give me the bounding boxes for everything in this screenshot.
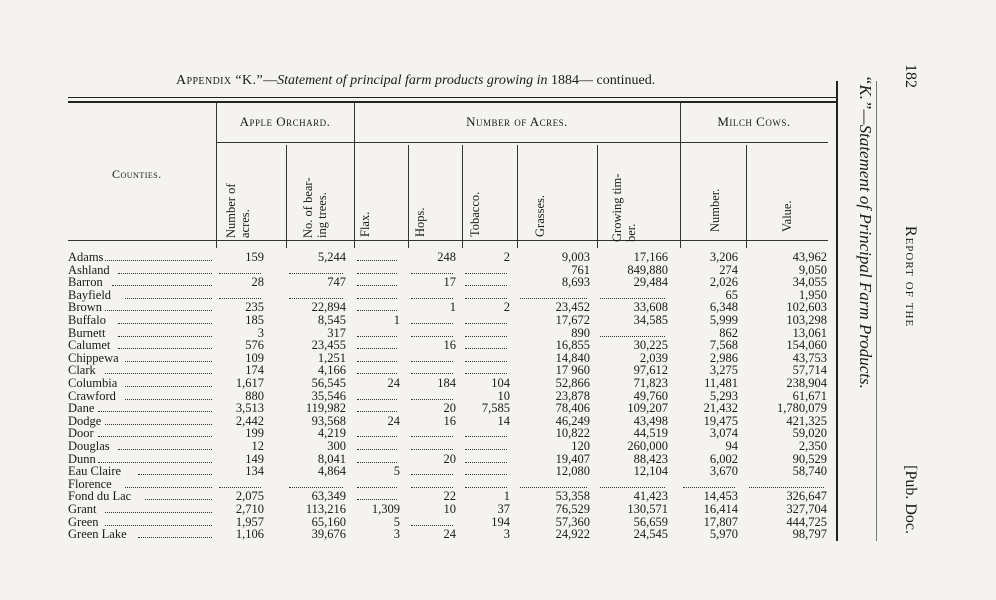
county-name: Florence — [68, 477, 112, 491]
table-cell: 880 — [245, 388, 264, 403]
table-cell: 37 — [497, 502, 510, 516]
leader-dots — [411, 361, 453, 362]
table-cell: 90,529 — [792, 451, 827, 466]
table-cell: 29,484 — [633, 275, 668, 290]
leader-dots — [411, 323, 453, 324]
table-cell: 14,840 — [555, 350, 590, 365]
side-section-title — [850, 75, 880, 520]
leader-dots — [357, 336, 397, 337]
table-cell: 761 — [571, 262, 590, 277]
table-cell: 14,453 — [703, 489, 738, 504]
table-cell: 3 — [393, 527, 400, 542]
leader-dots — [465, 348, 507, 349]
table-cell: 20 — [443, 451, 456, 466]
col-header-growing-timber: Growing tim- ber. — [610, 173, 638, 242]
table-cell: 159 — [245, 250, 264, 264]
leader-dots — [105, 310, 212, 311]
county-name: Clark — [68, 364, 96, 378]
table-cell: 149 — [245, 451, 264, 466]
table-cell: 7,585 — [481, 401, 510, 416]
table-cell: 24 — [443, 527, 456, 542]
county-name: Columbia — [68, 377, 118, 390]
col-header-bearing-trees: No. of bear- ing trees. — [301, 177, 329, 238]
page-number: 182 — [902, 64, 919, 88]
county-name: Chippewa — [68, 351, 119, 365]
table-cell: 154,060 — [786, 338, 827, 353]
leader-dots — [98, 411, 212, 412]
table-cell: 46,249 — [555, 413, 590, 428]
table-cell: 1,617 — [235, 376, 264, 390]
table-cell: 194 — [491, 514, 510, 529]
table-cell: 16,855 — [555, 338, 590, 353]
table-cell: 2,075 — [235, 489, 264, 504]
table-cell: 1,309 — [371, 502, 400, 516]
leader-dots — [600, 298, 665, 299]
table-cell: 327,704 — [786, 502, 827, 516]
table-cell: 22,894 — [311, 300, 346, 315]
group-number-of-acres: Number of Acres. — [466, 114, 568, 129]
leader-dots — [411, 399, 453, 400]
table-cell: 3 — [257, 325, 264, 340]
running-title: Report of the — [902, 225, 919, 328]
col-divider — [462, 145, 463, 248]
table-cell: 24,545 — [633, 527, 668, 542]
col-header-grasses: Grasses. — [533, 194, 547, 237]
leader-dots — [125, 298, 212, 299]
table-cell: 13,061 — [792, 325, 827, 340]
table-cell: 43,498 — [633, 413, 668, 428]
col-header-hops: Hops. — [413, 207, 427, 237]
table-cell: 57,360 — [555, 514, 590, 529]
table-cell: 93,568 — [311, 413, 346, 428]
table-cell: 4,219 — [317, 426, 346, 441]
leader-dots — [118, 348, 212, 349]
leader-dots — [105, 373, 212, 374]
table-cell: 6,348 — [709, 300, 738, 315]
leader-dots — [118, 336, 212, 337]
leader-dots — [289, 273, 343, 274]
table-cell: 24,922 — [555, 527, 590, 542]
county-name: Dodge — [68, 414, 102, 428]
county-name: Burnett — [68, 326, 106, 340]
table-cell: 5,999 — [709, 313, 738, 327]
leader-dots — [289, 487, 343, 488]
header-bottom-rule — [68, 240, 828, 241]
table-cell: 17 960 — [555, 363, 590, 378]
table-cell: 3,074 — [709, 426, 738, 441]
table-cell: 17 — [443, 275, 456, 290]
leader-dots — [357, 411, 397, 412]
table-cell: 300 — [327, 439, 346, 453]
table-cell: 65,160 — [311, 514, 346, 529]
leader-dots — [357, 298, 397, 299]
table-cell: 1,780,079 — [777, 401, 827, 416]
table-cell: 34,055 — [792, 275, 827, 290]
leader-dots — [465, 273, 507, 274]
col-header-cows-number: Number. — [708, 188, 722, 232]
leader-dots — [105, 512, 212, 513]
leader-dots — [357, 260, 397, 261]
table-cell: 849,880 — [627, 262, 668, 277]
county-name: Dunn — [68, 452, 96, 466]
leader-dots — [357, 373, 397, 374]
table-cell: 3,670 — [709, 464, 738, 479]
appendix-label: Appendix “K.” — [176, 73, 264, 88]
leader-dots — [411, 525, 453, 526]
col-header-number-of-acres: Number of acres. — [224, 183, 252, 238]
table-cell: 12,080 — [555, 464, 590, 479]
leader-dots — [357, 487, 397, 488]
leader-dots — [465, 373, 507, 374]
table-cell: 1,106 — [235, 527, 264, 542]
col-divider — [746, 145, 747, 248]
table-cell: 12 — [251, 439, 264, 453]
table-cell: 56,545 — [311, 376, 346, 390]
col-divider — [286, 145, 287, 248]
table-cell: 2,026 — [709, 275, 738, 290]
leader-dots — [411, 449, 453, 450]
table-row — [68, 528, 830, 541]
table-cell: 421,325 — [786, 413, 827, 428]
table-cell: 104 — [491, 376, 510, 390]
table-cell: 57,714 — [792, 363, 827, 378]
table-cell: 71,823 — [633, 376, 668, 390]
table-cell: 444,725 — [786, 514, 827, 529]
leader-dots — [465, 298, 507, 299]
county-name: Ashland — [68, 263, 110, 277]
table-cell: 8,545 — [317, 313, 346, 327]
leader-dots — [357, 449, 397, 450]
table-cell: 23,452 — [555, 300, 590, 315]
table-cell: 260,000 — [627, 439, 668, 453]
table-cell: 120 — [571, 439, 590, 453]
table-cell: 76,529 — [555, 502, 590, 516]
table-cell: 174 — [245, 363, 264, 378]
table-cell: 184 — [437, 376, 456, 390]
table-cell: 326,647 — [786, 489, 827, 504]
leader-dots — [138, 537, 212, 538]
title-italic: Statement of principal farm products growing in — [277, 73, 548, 88]
table-cell: 1 — [449, 300, 456, 315]
table-cell: 10 — [443, 502, 456, 516]
leader-dots — [118, 449, 212, 450]
table-cell: 94 — [725, 439, 738, 453]
table-cell: 317 — [327, 325, 346, 340]
table-cell: 2,710 — [235, 502, 264, 516]
table-cell: 248 — [437, 250, 456, 264]
table-cell: 5,293 — [709, 388, 738, 403]
leader-dots — [357, 285, 397, 286]
table-cell: 88,423 — [633, 451, 668, 466]
col-divider — [408, 145, 409, 248]
table-cell: 5,970 — [709, 527, 738, 542]
leader-dots — [465, 361, 507, 362]
table-cell: 1 — [503, 489, 510, 504]
leader-dots — [105, 260, 212, 261]
leader-dots — [219, 273, 261, 274]
col-divider — [597, 145, 598, 248]
table-cell: 2 — [503, 300, 510, 315]
table-cell: 23,455 — [311, 338, 346, 353]
leader-dots — [219, 487, 261, 488]
table-cell: 1 — [393, 313, 400, 327]
table-cell: 17,166 — [633, 250, 668, 264]
counties-header: Counties. — [112, 167, 162, 181]
table-cell: 43,962 — [792, 250, 827, 264]
leader-dots — [465, 462, 507, 463]
table-cell: 5 — [393, 514, 400, 529]
table-cell: 16 — [443, 413, 456, 428]
col-header-tobacco: Tobacco. — [468, 191, 482, 237]
leader-dots — [411, 474, 453, 475]
leader-dots — [125, 487, 212, 488]
table-cell: 43,753 — [792, 350, 827, 365]
leader-dots — [145, 499, 212, 500]
table-cell: 109,207 — [627, 401, 668, 416]
table-cell: 3,513 — [235, 401, 264, 416]
group-milch-cows: Milch Cows. — [717, 114, 791, 129]
table-cell: 53,358 — [555, 489, 590, 504]
leader-dots — [125, 399, 212, 400]
leader-dots — [465, 323, 507, 324]
table-cell: 3,206 — [709, 250, 738, 264]
table-cell: 11,481 — [704, 376, 738, 390]
table-cell: 119,982 — [305, 401, 346, 416]
table-cell: 130,571 — [627, 502, 668, 516]
leader-dots — [357, 499, 397, 500]
page-title — [176, 73, 736, 89]
table-cell: 199 — [245, 426, 264, 441]
leader-dots — [749, 487, 824, 488]
group-apple-orchard: Apple Orchard. — [239, 114, 331, 129]
table-cell: 4,864 — [317, 464, 346, 479]
table-cell: 890 — [571, 325, 590, 340]
col-divider — [517, 145, 518, 248]
table-cell: 17,807 — [703, 514, 738, 529]
leader-dots — [105, 424, 212, 425]
leader-dots — [357, 348, 397, 349]
table-cell: 34,585 — [633, 313, 668, 327]
table-cell: 21,432 — [703, 401, 738, 416]
leader-dots — [600, 336, 665, 337]
leader-dots — [411, 336, 453, 337]
table-cell: 78,406 — [555, 401, 590, 416]
table-cell: 58,740 — [792, 464, 827, 479]
leader-dots — [219, 298, 261, 299]
table-row — [68, 465, 830, 478]
title-year: 1884 — [550, 73, 579, 88]
table-cell: 30,225 — [633, 338, 668, 353]
table-cell: 1,251 — [317, 350, 346, 365]
leader-dots — [357, 361, 397, 362]
table-cell: 134 — [245, 464, 264, 479]
table-cell: 102,603 — [786, 300, 827, 315]
top-rule — [68, 97, 836, 98]
table-cell: 576 — [245, 338, 264, 353]
county-name: Green Lake — [68, 528, 127, 542]
leader-dots — [112, 285, 212, 286]
leader-dots — [118, 323, 212, 324]
county-name: Door — [68, 427, 94, 441]
table-cell: 41,423 — [633, 489, 668, 504]
leader-dots — [357, 399, 397, 400]
table-cell: 19,475 — [703, 413, 738, 428]
table-cell: 8,041 — [317, 451, 346, 466]
leader-dots — [411, 298, 453, 299]
leader-dots — [683, 487, 735, 488]
side-rule — [836, 81, 838, 541]
table-cell: 6,002 — [709, 451, 738, 466]
leader-dots — [289, 298, 343, 299]
table-cell: 59,020 — [792, 426, 827, 441]
running-header — [895, 64, 925, 540]
table-cell: 113,216 — [305, 502, 346, 516]
county-name: Buffalo — [68, 314, 106, 327]
table-cell: 35,546 — [311, 388, 346, 403]
table-cell: 16 — [443, 338, 456, 353]
table-cell: 52,866 — [555, 376, 590, 390]
county-name: Calumet — [68, 339, 111, 353]
table-cell: 9,050 — [798, 262, 827, 277]
leader-dots — [465, 285, 507, 286]
top-rule-thick — [68, 101, 836, 103]
county-name: Green — [68, 515, 99, 529]
leader-dots — [465, 474, 507, 475]
table-cell: 44,519 — [633, 426, 668, 441]
leader-dots — [98, 436, 212, 437]
title-dash: — — [263, 73, 278, 88]
table-cell: 61,671 — [792, 388, 827, 403]
leader-dots — [465, 336, 507, 337]
leader-dots — [105, 525, 212, 526]
table-cell: 103,298 — [786, 313, 827, 327]
table-cell: 16,414 — [703, 502, 738, 516]
table-cell: 2,039 — [639, 350, 668, 365]
county-name: Eau Claire — [68, 465, 122, 479]
table-cell: 3 — [503, 527, 510, 542]
table-row — [68, 251, 830, 264]
leader-dots — [520, 298, 587, 299]
leader-dots — [411, 273, 453, 274]
leader-dots — [125, 386, 212, 387]
table-cell: 3,275 — [709, 363, 738, 378]
leader-dots — [411, 487, 453, 488]
table-cell: 56,659 — [633, 514, 668, 529]
table-cell: 185 — [245, 313, 264, 327]
leader-dots — [357, 310, 397, 311]
leader-dots — [520, 487, 587, 488]
table-cell: 12,104 — [633, 464, 668, 479]
table-cell: 10,822 — [555, 426, 590, 441]
table-cell: 274 — [719, 262, 738, 277]
leader-dots — [465, 449, 507, 450]
table-cell: 65 — [725, 287, 738, 302]
table-cell: 1,950 — [798, 287, 827, 302]
county-name: Douglas — [68, 440, 110, 453]
table-cell: 2,442 — [235, 413, 264, 428]
county-name: Bayfield — [68, 288, 112, 302]
table-cell: 17,672 — [555, 313, 590, 327]
table-cell: 98,797 — [792, 527, 827, 542]
table-cell: 24 — [387, 376, 400, 390]
table-cell: 23,878 — [555, 388, 590, 403]
leader-dots — [118, 273, 212, 274]
table-cell: 4,166 — [317, 363, 346, 378]
table-cell: 19,407 — [555, 451, 590, 466]
table-cell: 2,986 — [709, 350, 738, 365]
leader-dots — [465, 436, 507, 437]
section-title-text: “K.”—Statement of Principal Farm Products. — [856, 75, 875, 389]
table-cell: 7,568 — [709, 338, 738, 353]
table-cell: 33,608 — [633, 300, 668, 315]
leader-dots — [98, 462, 212, 463]
title-continued: — continued. — [578, 73, 656, 88]
table-cell: 14 — [497, 413, 510, 428]
leader-dots — [411, 373, 453, 374]
county-name: Dane — [68, 402, 95, 416]
leader-dots — [125, 361, 212, 362]
table-cell: 2,350 — [798, 439, 827, 453]
table-cell: 5 — [393, 464, 400, 479]
leader-dots — [411, 436, 453, 437]
table-cell: 1,957 — [235, 514, 264, 529]
table-row — [68, 314, 830, 327]
running-header-text — [901, 64, 919, 534]
leader-dots — [138, 474, 212, 475]
table-cell: 8,693 — [561, 275, 590, 290]
leader-dots — [357, 462, 397, 463]
table-cell: 24 — [387, 413, 400, 428]
county-name: Brown — [68, 301, 103, 315]
col-header-cows-value: Value. — [780, 200, 794, 232]
leader-dots — [465, 487, 507, 488]
county-name: Barron — [68, 276, 103, 290]
table-cell: 97,612 — [633, 363, 668, 378]
table-cell: 10 — [497, 388, 510, 403]
table-cell: 28 — [251, 275, 264, 290]
pub-doc-label: [Pub. Doc. — [902, 465, 919, 534]
leader-dots — [357, 436, 397, 437]
county-name: Crawford — [68, 389, 116, 403]
table-cell: 5,244 — [317, 250, 346, 264]
table-cell: 235 — [245, 300, 264, 315]
county-name: Adams — [68, 251, 104, 264]
table-cell: 22 — [443, 489, 456, 504]
table-cell: 49,760 — [633, 388, 668, 403]
table-row — [68, 276, 830, 289]
table-cell: 20 — [443, 401, 456, 416]
leader-dots — [357, 273, 397, 274]
county-name: Fond du Lac — [68, 490, 132, 504]
table-cell: 109 — [245, 350, 264, 365]
table-cell: 862 — [719, 325, 738, 340]
table-cell: 9,003 — [561, 250, 590, 264]
table-cell: 39,676 — [311, 527, 346, 542]
table-cell: 63,349 — [311, 489, 346, 504]
group-rule — [216, 142, 828, 143]
col-header-flax: Flax. — [358, 211, 372, 237]
table-cell: 2 — [503, 250, 510, 264]
table-cell: 747 — [327, 275, 346, 290]
table-cell: 238,904 — [786, 376, 827, 390]
county-name: Grant — [68, 503, 97, 516]
table-row — [68, 427, 830, 440]
leader-dots — [600, 487, 665, 488]
